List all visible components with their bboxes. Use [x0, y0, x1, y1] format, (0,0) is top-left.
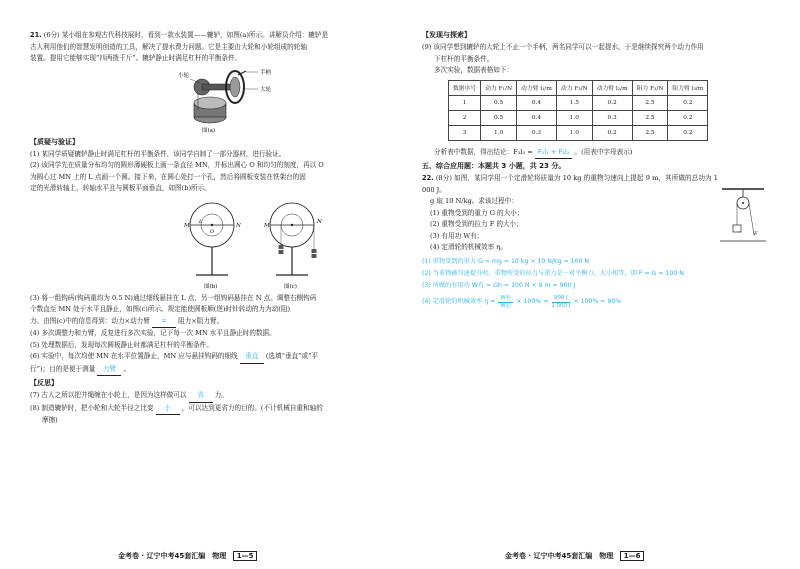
step-9-conclusion: 分析表中数据，得出结论：F₃l₃ = F₁l₁ + F₂l₂ 。(用表中字母表示)	[422, 147, 778, 160]
step-4: (4) 多次调整力和力臂，反复进行多次实验，记下每一次 MN 水平且静止时的数据。	[30, 329, 276, 337]
pulley-illustration	[718, 187, 768, 243]
label-M-c: M	[264, 222, 270, 229]
fig-c-caption: 图(c)	[284, 283, 297, 290]
step-3-line3: 力。由图(c)中的信息得到：动力×动力臂 = 阻力×阻力臂。	[30, 316, 378, 329]
section-verify: 【质疑与验证】	[30, 137, 79, 146]
q22-intro-line2: g 取 10 N/kg。求该过程中：	[430, 197, 518, 205]
q21-intro-line3: 装置。提用它能够实现“四两拨千斤”。辘轳静止时满足杠杆的平衡条件。	[30, 54, 242, 62]
fraction-efficiency: W有 W总	[500, 294, 512, 309]
figure-a	[30, 65, 378, 135]
q22-sub-3: (3) 有用功 W有；	[430, 231, 484, 240]
table-header: 数据序号	[449, 80, 481, 95]
answer-blank-9: F₁l₁ + F₂l₂	[535, 147, 573, 160]
step-6-line2: 行”)；目的是便于测量 力臂 。	[30, 364, 378, 377]
answer-blank-3: =	[152, 316, 176, 329]
step-8: (8) 制造辘轳时，把小轮和大轮半径之比变 小 ，可以达到更省力的目的。(不计机械自重和轴的	[30, 403, 378, 416]
fig-b-caption: 图(b)	[204, 283, 218, 290]
label-N-b: N	[236, 222, 241, 229]
left-footer: 金考卷 · 辽宁中考45套汇编 物理 1—5	[118, 551, 257, 561]
table-row: 2 0.5 0.4 1.0 0.3 2.5 0.2	[449, 110, 708, 125]
disc-apparatus-illustration	[30, 195, 378, 293]
label-big-wheel: 大轮	[260, 86, 272, 93]
q21-intro-line2: 古人利用他们的智慧发明创造的工具，解决了提水费力问题。它是主要由大轮和小轮组成的轮轴	[30, 42, 307, 51]
q21-number: 21.	[30, 31, 42, 39]
answer-line-3: (3) 所做的有用功 W有 = Gh = 100 N × 9 m = 900 J	[422, 281, 576, 289]
step-7: (7) 古人之所以把井绳缠在小轮上，是因为这样做可以 省 力。	[30, 390, 378, 403]
step-3-line2: 个数直至 MN 处于水平且静止，如图(c)所示。规定能使圆板顺(逆)时针转动的力为动(阻)	[30, 305, 291, 313]
right-page	[400, 0, 800, 569]
answer-line-1: (1) 重物受到的重力 G = mg = 10 kg × 10 N/kg = 100 N	[422, 257, 590, 265]
label-N-c: N	[317, 218, 322, 225]
q22-block	[422, 173, 778, 310]
figure-c	[263, 203, 322, 290]
q21-intro: 21. (6分) 某小组在参观古代科技展时，看到一款水装置——辘轳，如图(a)所示。讲解员介绍：辘轳是	[30, 31, 329, 39]
table-header: 动力臂 l₁/m	[517, 80, 557, 95]
table-header: 动力 F₁/N	[481, 80, 517, 95]
step-2-line2: 为圆心过 MN 上的 L 点画一个圆。接下来，在圆心处打一个孔，然后将圆板安装在铁架台的固	[30, 172, 306, 181]
step-3: (3) 将一组钩码(钩码重均为 0.5 N)通过细线悬挂在 L 点，另一组钩码悬挂在 N 点。调整右侧钩码	[30, 293, 317, 302]
figure-b	[183, 203, 241, 290]
q22-sub-4: (4) 定滑轮的机械效率 η。	[430, 243, 507, 251]
table-header: 动力 F₂/N	[556, 80, 592, 95]
table-header-row	[449, 80, 708, 95]
answer-blank-7: 省	[189, 390, 213, 403]
table-header: 动力臂 l₂/m	[592, 80, 632, 95]
label-M-b: M	[184, 222, 190, 229]
right-page-number: 1—6	[620, 551, 645, 561]
label-small-wheel: 小轮	[178, 72, 190, 79]
data-table	[448, 80, 708, 141]
q22-number: 22.	[422, 174, 434, 182]
answer-blank-6b: 力臂	[97, 364, 121, 377]
step-9-line2: 下杠杆的平衡条件。	[434, 54, 494, 63]
label-handle: 手柄	[260, 69, 272, 76]
step-9-line3: 多次实验，数据表格如下：	[434, 66, 514, 74]
answer-blank-6a: 垂直	[240, 351, 264, 364]
label-L-b: L	[199, 218, 203, 225]
table-row: 3 1.0 0.3 1.0 0.2 2.5 0.2	[449, 125, 708, 140]
q22-intro: 22. (8分) 如图，某同学用一个定滑轮将质量为 10 kg 的重物匀速向上提起 9 m，其所做的总功为 1 000 J。	[422, 174, 718, 194]
step-6: (6) 实验中，每次均使 MN 在水平位置静止，MN 应与悬挂钩码的细线 垂直 (选填“垂直”或“平	[30, 351, 378, 364]
step-1: (1) 某同学质疑辘轳静止时满足杠杆的平衡条件，该同学自制了一部分器材，进行验证。	[30, 149, 286, 158]
answer-line-2: (2) 当重物被匀速提升时，重物所受的拉力与重力是一对平衡力，大小相等，即 F = G = 100 N	[422, 269, 684, 277]
step-2-line3: 定的光滑转轴上，转轴水平且与圆板平面垂直，如图(b)所示。	[30, 184, 211, 192]
answer-blank-8: 小	[156, 403, 180, 416]
left-page-number: 1—5	[233, 551, 258, 561]
section-5: 五、综合应用题：本题共 3 小题，共 23 分。	[422, 162, 566, 170]
right-footer: 金考卷 · 辽宁中考45套汇编 物理 1—6	[505, 551, 644, 561]
fraction-values: $\frac{900 J}{1 000 J}$	[551, 294, 571, 309]
step-5: (5) 处理数据后，发现每次圆板静止时都满足杠杆的平衡条件。	[30, 340, 213, 349]
section-reflect: 【反思】	[30, 379, 58, 387]
svg-text:F: F	[754, 231, 758, 237]
step-2: (2) 该同学先在质量分布均匀的圆形薄硬板上画一条直径 MN，并标出圆心 O 和均匀的刻度，再以 O	[30, 161, 324, 169]
section-explore: 【发现与探索】	[422, 31, 471, 39]
table-row: 1 0.5 0.4 1.5 0.2 2.5 0.2	[449, 95, 708, 110]
label-O-b: O	[210, 228, 215, 235]
figures-bc	[30, 195, 378, 293]
answer-line-4: (4) 定滑轮的机械效率 η = W有 W总 × 100% = $\frac{900 J}{1 000 J}$ × 100% = 90%	[422, 294, 622, 309]
windlass-illustration	[30, 65, 370, 135]
q22-sub-1: (1) 重物受到的重力 G 的大小；	[430, 208, 524, 217]
step-8-line2: 摩擦)	[42, 416, 58, 424]
q22-sub-2: (2) 重物受到的拉力 F 的大小；	[430, 220, 523, 228]
step-9: (9) 该同学想到辘轳的大轮上不止一个手柄，两名同学可以一起提水，于是继续探究两个动力作用	[422, 43, 704, 51]
fig-a-caption: 图(a)	[202, 127, 216, 134]
table-header: 阻力 F₃/N	[632, 80, 668, 95]
table-header: 阻力臂 l₃/m	[668, 80, 708, 95]
